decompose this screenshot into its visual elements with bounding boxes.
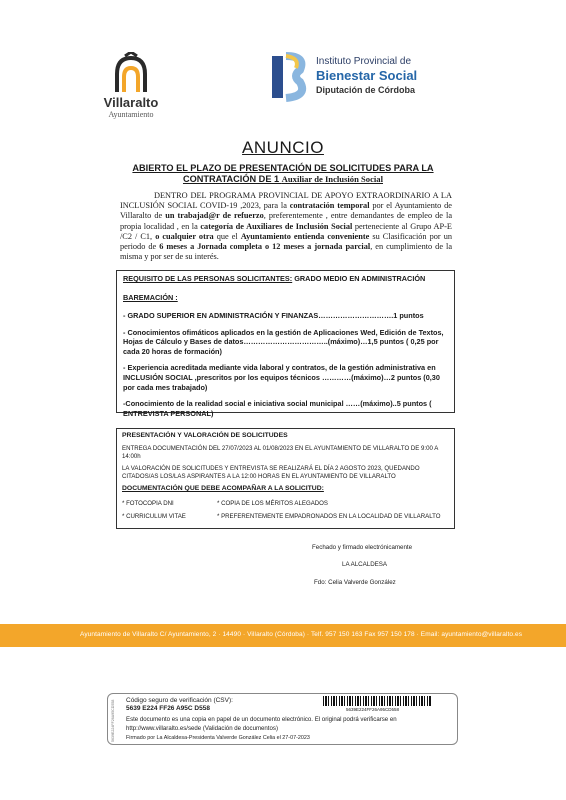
intro-text: , preferentemente , entre demandantes de empleo de la propia localidad , en la: [120, 211, 453, 231]
side-margin-text: 5639E224FF26A95CD558: [111, 699, 115, 742]
signature-line1: Fechado y firmado electrónicamente: [312, 544, 413, 551]
intro-bold: un trabajad@r de refuerzo: [165, 211, 264, 221]
subtitle-line2-b: Auxiliar de Inclusión Social: [281, 174, 383, 184]
barcode-number: 5639E224FF26A95CD558: [346, 707, 400, 712]
document-item: * FOTOCOPIA DNI: [122, 500, 174, 508]
town-name: Villaralto: [103, 95, 159, 110]
ipbs-logo: [270, 52, 418, 102]
intro-text: que el: [213, 231, 241, 241]
merit-item: - Conocimientos ofimáticos aplicados en la gestión de Aplicaciones Wed, Edición de Textos, Hojas de Cálculo y Bases de datos……………………………..(máximo)…1,5 puntos ( 0,25 por cada 20 horas de formación): [123, 327, 444, 356]
verify-line1: Este documento es una copia en papel de un documento electrónico. El original podrá verificarse en: [126, 716, 397, 723]
presentation-heading: PRESENTACIÓN Y VALORACIÓN DE SOLICITUDES: [122, 432, 288, 439]
merit-item: -Conocimiento de la realidad social e iniciativa social municipal ……(máximo)..5 puntos ( ENTREVISTA PERSONAL): [123, 399, 432, 418]
barcode: [323, 696, 431, 706]
csv-label: Código seguro de verificación (CSV):: [126, 697, 233, 704]
subtitle-line1: ABIERTO EL PLAZO DE PRESENTACIÓN DE SOLICITUDES PARA LA: [132, 163, 434, 173]
announcement-subtitle: [110, 163, 456, 185]
verify-line2[interactable]: http://www.villaralto.es/sede (Validación de documentos): [126, 725, 278, 732]
intro-bold: Ayuntamiento entienda conveniente: [240, 231, 370, 241]
presentation-evaluation: LA VALORACIÓN DE SOLICITUDES Y ENTREVISTA SE REALIZARÁ EL DÍA 2 AGOSTO 2023, QUEDANDO CITADOS/AS LOS/LAS ASPIRANTES A LA 12:00 HORAS EN EL AYUNTAMIENTO DE VILLARALTO: [122, 465, 420, 480]
presentation-box: [116, 428, 455, 529]
intro-text: perteneciente al Grupo AP-E /C2 / C1,: [120, 221, 452, 241]
documents-row: [122, 500, 449, 507]
presentation-delivery: ENTREGA DOCUMENTACIÓN DEL 27/07/2023 AL 01/08/2023 EN EL AYUNTAMIENTO DE VILLARALTO DE 9:00 A 14:00h: [122, 445, 438, 460]
verify-line3: Firmado por La Alcaldesa-Presidenta Valverde González Celia el 27-07-2023: [126, 735, 310, 741]
intro-bold: 6 meses a Jornada completa o 12 meses a jornada parcial: [159, 242, 371, 252]
villaralto-logo: [96, 52, 166, 132]
footer-contact: Ayuntamiento de Villaralto C/ Ayuntamiento, 2 · 14490 · Villaralto (Córdoba) · Telf. 957 150 163 Fax 957 150 178 · Email: ayuntamiento@villaralto.es: [80, 631, 523, 638]
document-item: * CURRICULUM VITAE: [122, 513, 186, 521]
subtitle-line2-a: CONTRATACIÓN DE 1: [182, 174, 282, 184]
villaralto-arch-logo-icon: [111, 52, 151, 94]
documents-heading: DOCUMENTACIÓN QUE DEBE ACOMPAÑAR A LA SOLICITUD:: [122, 485, 324, 493]
requirements-label: REQUISITO DE LAS PERSONAS SOLICITANTES:: [123, 274, 293, 283]
intro-bold: o cualquier otra: [155, 231, 214, 241]
document-item: * PREFERENTEMENTE EMPADRONADOS EN LA LOCALIDAD DE VILLARALTO: [217, 513, 441, 521]
requirements-value: GRADO MEDIO EN ADMINISTRACIÓN: [292, 274, 426, 283]
documents-row: [122, 513, 449, 520]
town-subtitle: Ayuntamiento: [108, 110, 154, 119]
intro-text: su Clasificación por un periodo de: [120, 231, 452, 252]
ipbs-line1: Instituto Provincial de: [316, 56, 412, 67]
intro-bold: categoría de Auxiliares de Inclusión Social: [200, 221, 353, 231]
intro-text: DENTRO DEL PROGRAMA PROVINCIAL DE APOYO EXTRAORDINARIO A LA INCLUSIÓN SOCIAL COVID-19 ,2023, para la: [120, 191, 452, 211]
intro-bold: contratación temporal: [289, 201, 370, 211]
footer-bar: [0, 624, 566, 647]
intro-text: , en cumplimiento de la misma y por ser de su interés.: [120, 242, 453, 262]
document-item: * COPIA DE LOS MÉRITOS ALEGADOS: [217, 500, 328, 508]
ipbs-line2: Bienestar Social: [316, 68, 418, 83]
signature-role: LA ALCALDESA: [342, 561, 388, 568]
merit-item: - GRADO SUPERIOR EN ADMINISTRACIÓN Y FINANZAS………………………….1 puntos: [123, 311, 424, 320]
baremacion-heading: BAREMACIÓN :: [123, 293, 178, 302]
ipbs-line3: Diputación de Córdoba: [316, 85, 415, 95]
page-title: ANUNCIO: [242, 138, 324, 157]
signature-name: Fdo: Celia Valverde González: [314, 579, 396, 586]
merit-item: - Experiencia acreditada mediante vida laboral y contratos, de la gestión administrativa en INCLUSIÓN SOCIAL ,prescritos por los equipos técnicos …………(máximo)…2 puntos (0,30 por cada mes trabajado): [123, 363, 440, 392]
intro-text: por el Ayuntamiento de Villaralto de: [120, 201, 452, 221]
verification-box: [107, 693, 458, 745]
intro-paragraph: [120, 191, 452, 262]
ipbs-logo-icon: [270, 52, 312, 102]
subtitle-line2: [110, 174, 456, 185]
requirements-box: [116, 270, 455, 418]
requirements-line: [123, 274, 448, 283]
csv-code: 5639 E224 FF26 A95C D558: [126, 705, 210, 712]
